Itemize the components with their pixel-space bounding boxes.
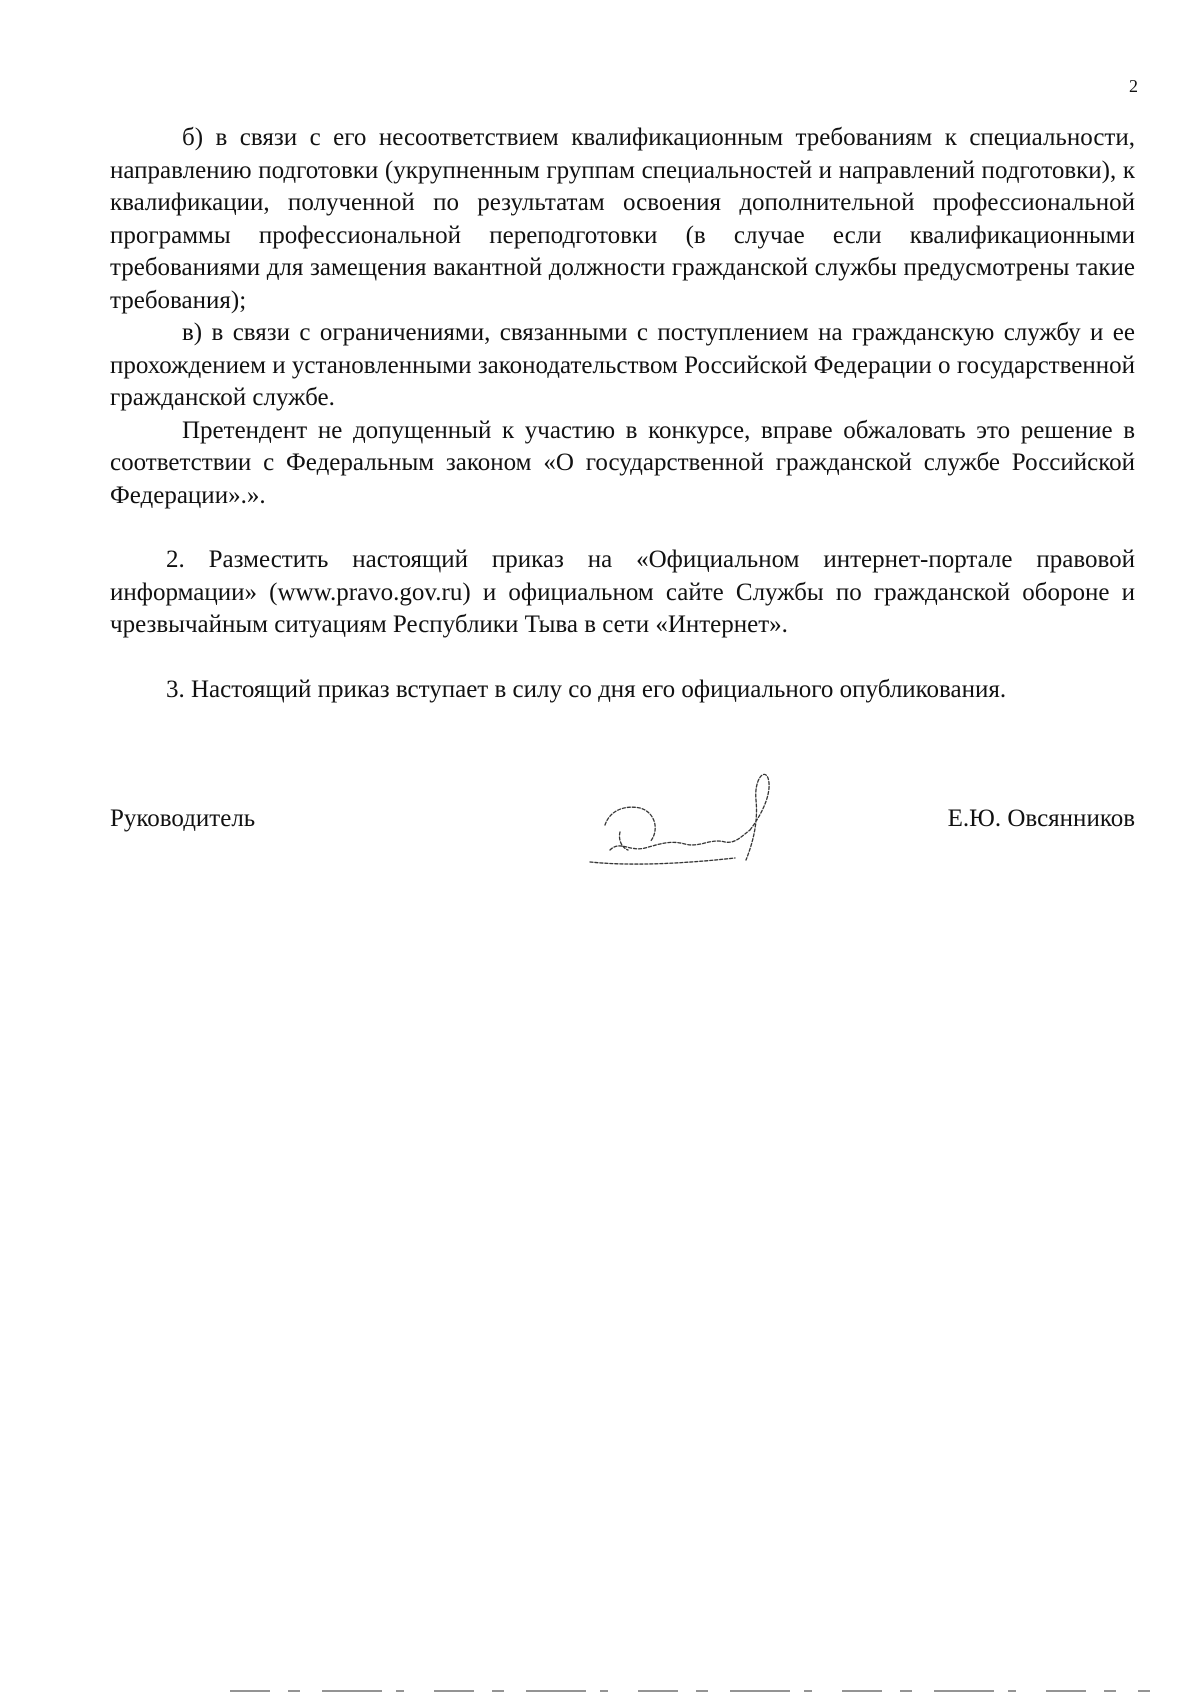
footer-scan-line [230, 1688, 1150, 1694]
paragraph-item-3: 3. Настоящий приказ вступает в силу со дня его официального опубликования. [166, 675, 1007, 703]
paragraph-v: в) в связи с ограничениями, связанными с поступлением на гражданскую службу и ее прохождением и установленными законодательством Российской Федерации о государственной гражданской службе. [110, 319, 1135, 411]
signatory-title: Руководитель [110, 805, 256, 832]
signatory-name: Е.Ю. Овсянников [947, 805, 1135, 832]
handwritten-signature-icon [510, 770, 840, 880]
paragraph-item-2: 2. Разместить настоящий приказ на «Официальном интернет-портале правовой информации» (www.pravo.gov.ru) и официальном сайте Службы по гражданской обороне и чрезвычайным ситуациям Республики Тыва в сети «Интернет». [110, 546, 1135, 638]
document-body [110, 122, 1135, 706]
paragraph-appeal: Претендент не допущенный к участию в конкурсе, вправе обжаловать это решение в соответствии с Федеральным законом «О государственной гражданской службе Российской Федерации».». [110, 416, 1135, 509]
page-number: 2 [1129, 76, 1138, 96]
signature-block [110, 775, 1135, 875]
paragraph-b: б) в связи с его несоответствием квалификационным требованиям к специальности, направлению подготовки (укрупненным группам специальностей и направлений подготовки), к квалификации, полученной по результатам освоения дополнительной профессиональной программы профессиональной переподготовки (в случае если квалификационными требованиями для замещения вакантной должности гражданской службы предусмотрены такие требования); [110, 124, 1135, 314]
